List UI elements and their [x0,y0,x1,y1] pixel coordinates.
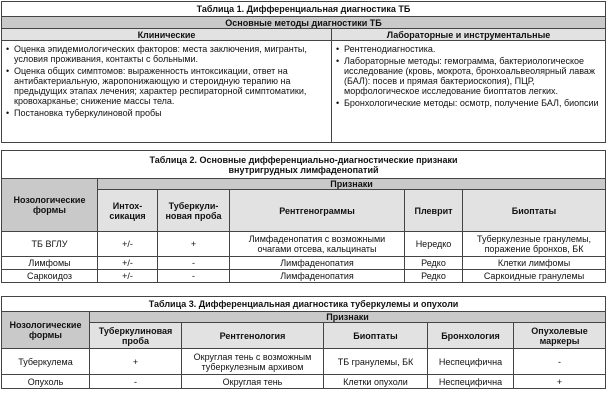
table-2-title-line-2: внутригрудных лимфаденопатий [228,164,379,175]
table-3-col-biopt: Биоптаты [324,323,428,349]
table-2-col-xray: Рентгенограммы [230,190,405,232]
lab-list [335,44,602,108]
cell-biopt: Туберкулезные гранулемы, поражение бронхов, БК [463,232,606,257]
lab-item: • Лабораторные методы: гемограмма, бактериологическое исследование (кровь, мокрота, бронхоальвеолярный лаваж (БАЛ): посев и прямая бактериоскопия), ПЦР, морфологическое исследование биоптатов легких. [344,56,602,96]
table-row [2,232,606,257]
cell-biopt: Саркоидные гранулемы [463,270,606,283]
clinical-item: • Постановка туберкулиновой пробы [14,108,328,118]
table-1-title: Таблица 1. Дифференциальная диагностика ТБ [2,2,606,17]
table-1-lab-cell [332,41,606,143]
cell-bronch: Неспецифична [428,349,514,375]
cell-form: Опухоль [2,375,90,389]
table-row [2,257,606,270]
cell-markers: + [514,375,606,389]
table-3-title: Таблица 3. Дифференциальная диагностика туберкулемы и опухоли [2,297,606,312]
table-2-col-pleur: Плеврит [405,190,463,232]
table-row [2,270,606,283]
cell-pleur: Редко [405,270,463,283]
table-1-col-clinical: Клинические [2,29,332,41]
table-3-col-markers: Опухолевые маркеры [514,323,606,349]
cell-bronch: Неспецифична [428,375,514,389]
cell-pleur: Редко [405,257,463,270]
table-3-col-xray: Рентгенология [182,323,324,349]
cell-form: ТБ ВГЛУ [2,232,98,257]
table-1-clinical-cell [2,41,332,143]
cell-tuber: - [90,375,182,389]
table-3-col-forms: Нозологические формы [2,312,90,349]
clinical-item: • Оценка эпидемиологических факторов: места заключения, мигранты, условия проживания, контакты с больными. [14,44,328,64]
table-2 [1,150,606,283]
table-2-title [2,151,606,179]
table-1-subtitle: Основные методы диагностики ТБ [2,17,606,29]
cell-form: Лимфомы [2,257,98,270]
table-3-col-signs: Признаки [90,312,606,323]
cell-xray: Лимфаденопатия [230,270,405,283]
table-2-col-intox: Интох-сикация [98,190,158,232]
cell-tuber: + [90,349,182,375]
cell-intox: +/- [98,257,158,270]
cell-biopt: Клетки лимфомы [463,257,606,270]
table-2-col-forms: Нозологические формы [2,179,98,232]
cell-xray: Округлая тень с возможным туберкулезным архивом [182,349,324,375]
cell-xray: Лимфаденопатия с возможными очагами отсева, кальцинаты [230,232,405,257]
table-3-col-bronch: Бронхология [428,323,514,349]
cell-tuber: - [158,270,230,283]
lab-item: • Бронхологические методы: осмотр, получение БАЛ, биопсии [344,98,602,108]
table-3 [1,296,606,389]
table-2-col-tuber: Туберкули-новая проба [158,190,230,232]
cell-form: Саркоидоз [2,270,98,283]
cell-intox: +/- [98,232,158,257]
cell-tuber: - [158,257,230,270]
table-1-col-lab: Лабораторные и инструментальные [332,29,606,41]
cell-xray: Округлая тень [182,375,324,389]
table-2-title-line-1: Таблица 2. Основные дифференциально-диагностические признаки [149,154,458,165]
table-row [2,349,606,375]
clinical-item: • Оценка общих симптомов: выраженность интоксикации, ответ на антибактериальную, жаропонижающую и стероидную терапию на предыдущих этапах лечения; характер респираторной симптоматики, кровохарканье; снижение массы тела. [14,66,328,106]
cell-xray: Лимфаденопатия [230,257,405,270]
lab-item: • Рентгенодиагностика. [344,44,602,54]
table-2-col-signs: Признаки [98,179,606,190]
cell-tuber: + [158,232,230,257]
table-3-col-tuber: Туберкулиновая проба [90,323,182,349]
cell-biopt: ТБ гранулемы, БК [324,349,428,375]
cell-markers: - [514,349,606,375]
table-2-col-biopt: Биоптаты [463,190,606,232]
cell-form: Туберкулема [2,349,90,375]
cell-pleur: Нередко [405,232,463,257]
table-row [2,375,606,389]
clinical-list [5,44,328,118]
table-1 [1,1,606,143]
cell-biopt: Клетки опухоли [324,375,428,389]
cell-intox: +/- [98,270,158,283]
